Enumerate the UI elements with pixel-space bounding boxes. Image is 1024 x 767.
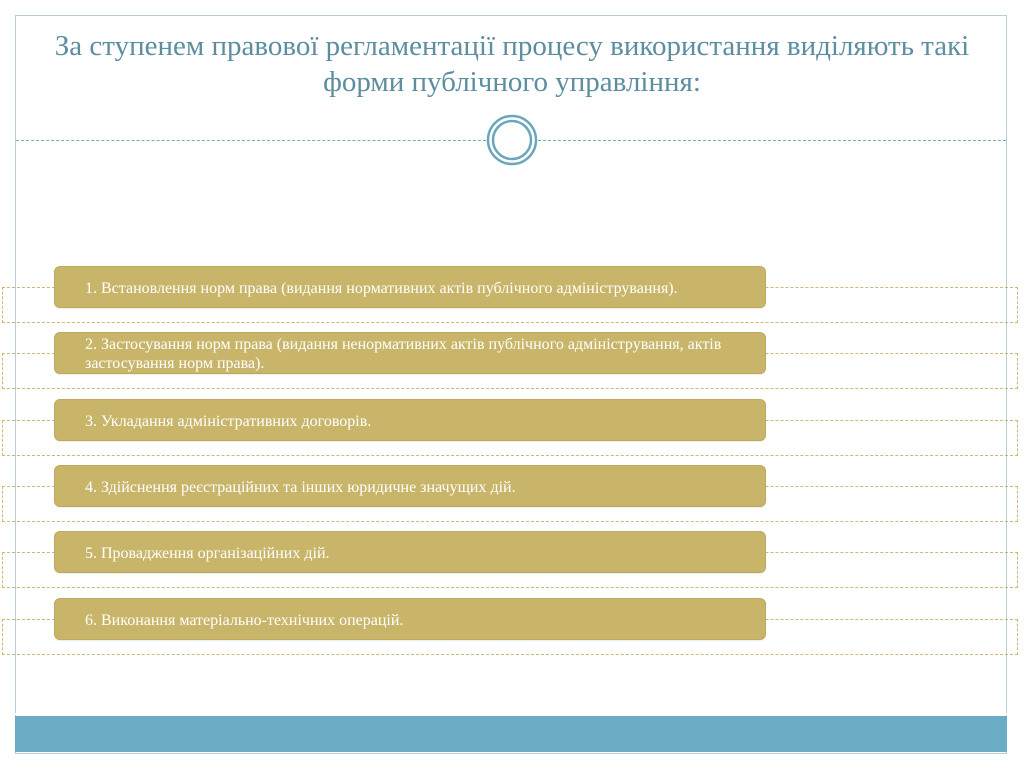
title-divider-right bbox=[538, 140, 1006, 141]
slide-title: За ступенем правової регламентації процесу використання виділяють такі форми публічного управління: bbox=[54, 30, 970, 98]
footer-separator bbox=[15, 713, 1007, 715]
list-item bbox=[54, 399, 766, 441]
list-item bbox=[54, 598, 766, 640]
list-item-label: 3. Укладання адміністративних договорів. bbox=[85, 412, 372, 430]
list-item-label: 2. Застосування норм права (видання ненормативних актів публічного адміністрування, актів застосування норм права). bbox=[85, 336, 722, 372]
list-item-label: 6. Виконання матеріально-технічних операцій. bbox=[85, 611, 404, 629]
list-item-label: 5. Провадження організаційних дій. bbox=[85, 544, 330, 562]
list-item bbox=[54, 266, 766, 308]
list-item-label: 4. Здійснення реєстраційних та інших юридичне значущих дій. bbox=[85, 478, 516, 496]
footer-band bbox=[15, 716, 1007, 752]
list-item bbox=[54, 465, 766, 507]
list-item-label: 1. Встановлення норм права (видання нормативних актів публічного адміністрування). bbox=[85, 279, 678, 297]
list-item bbox=[54, 531, 766, 573]
list-item bbox=[54, 332, 766, 374]
title-divider-left bbox=[16, 140, 486, 141]
circle-ornament-icon bbox=[486, 114, 538, 166]
